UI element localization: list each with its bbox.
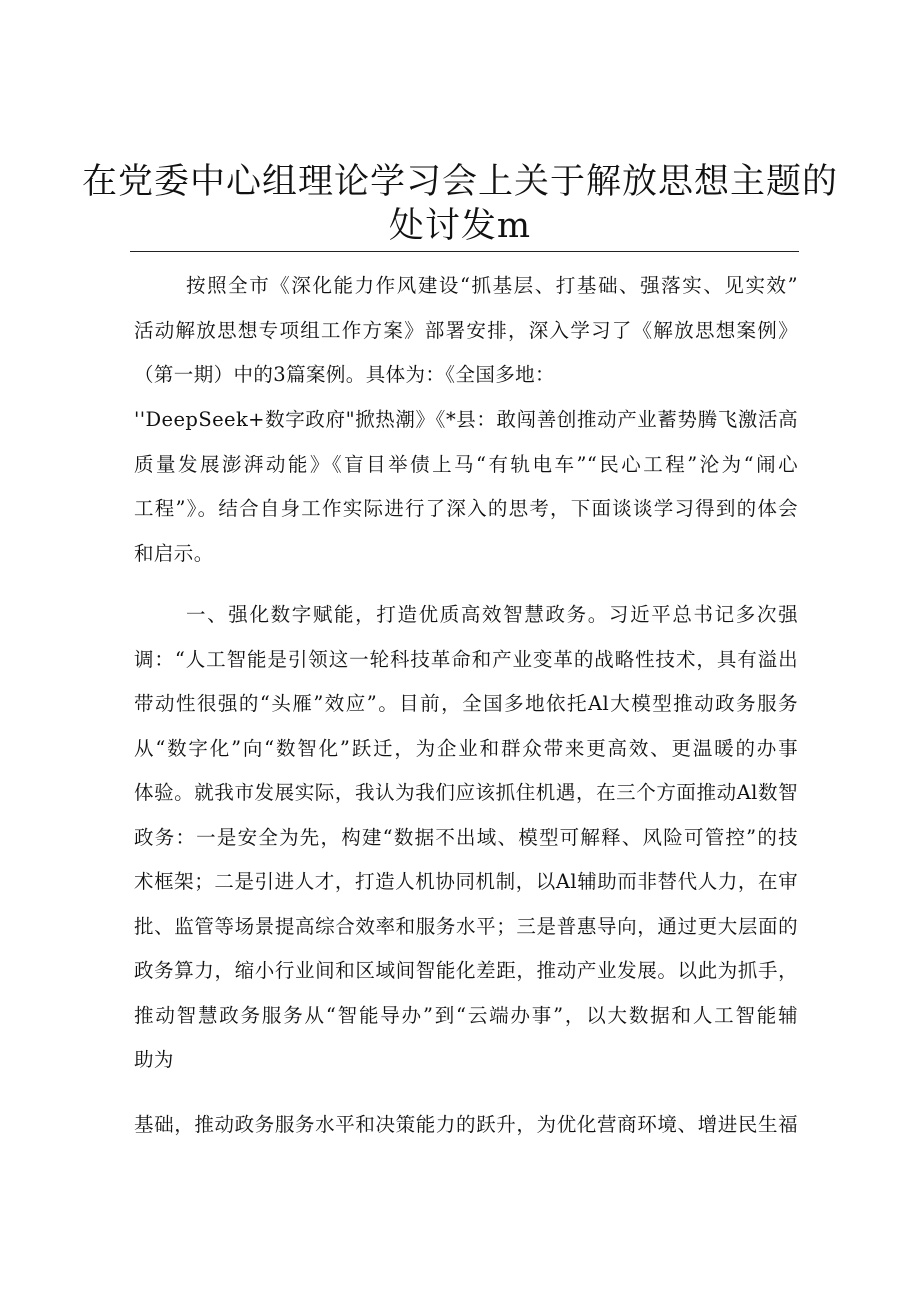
paragraph-line: 体验。就我市发展实际，我认为我们应该抓住机遇，在三个方面推动Al数智 <box>134 781 798 804</box>
paragraph-line: （第一期）中的3篇案例。具体为：《全国多地： <box>134 363 555 386</box>
paragraph-line: 和启示。 <box>134 542 214 565</box>
paragraph-line: 基础，推动政务服务水平和决策能力的跃升，为优化营商环境、增进民生福 <box>134 1113 798 1136</box>
document-title-line-2: 处讨发m <box>388 206 532 246</box>
paragraph-line: ''DeepSeek+数字政府"掀热潮》《*县：敢闯善创推动产业蓄势腾飞激活高 <box>134 408 798 431</box>
paragraph-line: 带动性很强的“头雁”效应”。目前，全国多地依托Al大模型推动政务服务 <box>134 692 798 715</box>
paragraph-line: 按照全市《深化能力作风建设“抓基层、打基础、强落实、见实效” <box>186 274 798 297</box>
paragraph-line: 质量发展澎湃动能》《盲目举债上马“有轨电车”“民心工程”沦为“闹心 <box>134 453 798 476</box>
paragraph-line: 工程”》。结合自身工作实际进行了深入的思考，下面谈谈学习得到的体会 <box>134 497 798 520</box>
paragraph-line: 推动智慧政务服务从“智能导办”到“云端办事”，以大数据和人工智能辅 <box>134 1004 798 1027</box>
paragraph-line: 活动解放思想专项组工作方案》部署安排，深入学习了《解放思想案例》 <box>134 319 798 342</box>
document-title-line-1: 在党委中心组理论学习会上关于解放思想主题的 <box>81 162 838 202</box>
paragraph-line: 术框架；二是引进人才，打造人机协同机制，以Al辅助而非替代人力，在审 <box>134 870 798 893</box>
title-underline <box>130 251 799 252</box>
paragraph-line: 一、强化数字赋能，打造优质高效智慧政务。习近平总书记多次强 <box>186 603 798 626</box>
paragraph-line: 调：“人工智能是引领这一轮科技革命和产业变革的战略性技术，具有溢出 <box>134 648 798 671</box>
paragraph-line: 从“数字化”向“数智化”跃迁，为企业和群众带来更高效、更温暖的办事 <box>134 737 798 760</box>
paragraph-line: 助为 <box>134 1048 174 1071</box>
paragraph-line: 批、监管等场景提高综合效率和服务水平；三是普惠导向，通过更大层面的 <box>134 915 798 938</box>
paragraph-line: 政务算力，缩小行业间和区域间智能化差距，推动产业发展。以此为抓手， <box>134 959 798 982</box>
paragraph-line: 政务：一是安全为先，构建“数据不出域、模型可解释、风险可管控”的技 <box>134 826 798 849</box>
